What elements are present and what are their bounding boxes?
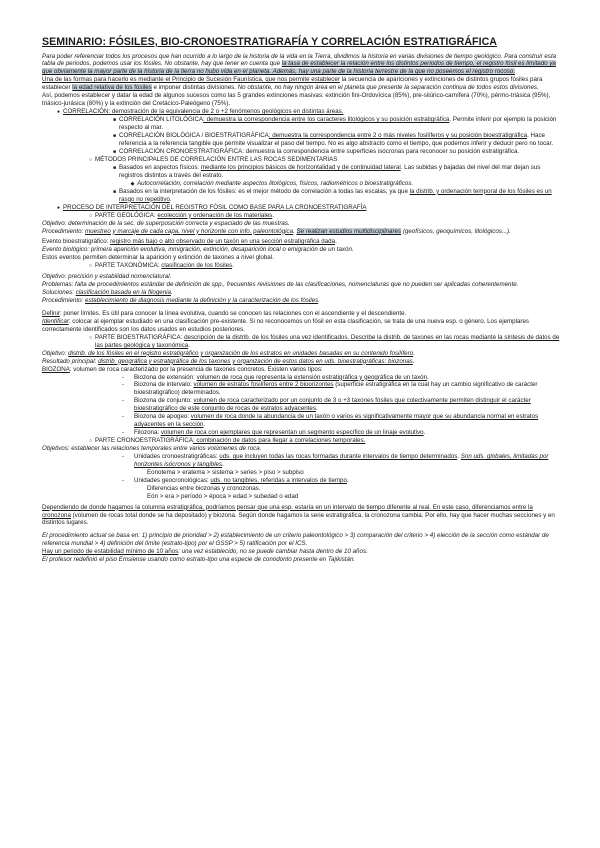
bz1-end: . [427,373,429,381]
lito-item [110,116,562,132]
circle-bullet-icon: ○ [88,156,93,163]
objetivo-bioestratigrafica [42,350,562,358]
proc-tipos: (geofísicos, geoquímicos, litológicos...). [401,227,511,235]
sucesion-paragraph [42,76,562,92]
evb-end: . [335,238,337,246]
resultado-principal [42,358,562,366]
proc2-end: . [318,297,320,305]
ucr-text: uds. que incluyen todas las rocas formadas durante intervalos de tiempo determinados [219,452,458,460]
cronoestratigrafica-text: : combinación de datos para llegar a correlaciones temporales. [192,437,366,445]
geologica-sep: : [153,211,158,219]
correlacion-text: : demostración de la equivalencia de 2 o +2 fenómenos geológicos en distintas áreas. [108,108,344,116]
proc-label: Procedimiento: [42,227,85,235]
evb-text: registro más bajo o alto observado de un taxón en una sección estratigráfica dada [110,238,336,246]
estabilidad-label: Hay un periodo de estabilidad mínimo de 10 años [42,548,179,556]
obj3-text: distrib. de los fósiles en el registro estratigráfico y organización de los estratos en unidades basadas en su contenido fosilífero [68,349,414,357]
geologica-text: ecolección y ordenación de los materiales [157,211,273,219]
taxonomica-sep: : [157,262,162,270]
dash-bullet-icon: - [122,373,125,381]
estos-eventos: Estos eventos permiten determinar la aparición y extinción de taxones a nivel global. [42,254,274,262]
ucr-sep: . [457,452,461,460]
dependiendo-paragraph [42,504,562,528]
dash-bullet-icon: - [122,381,125,389]
dep-text-2: (volumen de rocas total donde se ha depositado) y biozona. Según donde hagamos la serie estratigráfica, la cronozona cambia. Por ello, hay que hacer muchas secciones y en distintos lugares. [42,511,555,527]
bz4-text: volumen de roca donde la abundancia de un taxón o varios es significativamente mayor que su abundancia normal en estratos adyacentes en la sección [134,413,539,429]
proceso-item [54,204,562,212]
bioestratigrafica-label: PARTE BIOESTRATIGRÁFICA [95,333,181,341]
ucr-end: . [222,460,224,468]
fisicos-label: Basados en aspectos físicos: [119,163,201,171]
dash-bullet-icon: - [122,397,125,405]
estabilidad-line [42,548,562,556]
eonotema-line: Eonotema > eratema > sistema > series > piso > subpiso [147,468,304,476]
identificar-paragraph [42,318,562,334]
biozona-paragraph [42,366,562,374]
cronoestratigrafica-item [86,437,562,445]
ucr-globales: Son uds. globales, limitadas por horizontes isócronos y tangibles [134,452,549,468]
obj3-end: . [413,349,415,357]
circle-bullet-icon: ○ [88,438,93,445]
circle-bullet-icon: ○ [88,334,93,341]
unidades-geo [122,477,562,485]
bz2-end: (superficie estratigráfica en la cual hay un cambio significativo de carácter bioestratigráfico) determinados. [134,381,538,397]
biozona-label: BIOZONA [42,365,70,373]
objetivo-taxonomica: Objetivo: precisión y estabilidad nomenclatural. [42,273,172,281]
proc2-label: Procedimiento: [42,297,85,305]
edad-relativa: la edad relativa de los fósiles [72,84,152,92]
biozona-intervalo [122,381,562,397]
square-bullet-icon: ■ [112,164,117,171]
fisicos-text: . Las subidas y bajadas del nivel del mar dejan sus registros distintos a través del estrato. [119,163,541,179]
sucesion-note: No obstante, no hay ningún área en el planeta que presente la separación continua de todos estos divisiones. [237,84,539,92]
intro-highlight: la tasa de establecer la relación entre los distintos periodos de tiempo, el registro fósil es limitado ya que obviamente la mayor parte de la historia de la tierra no hubo vida en el planeta. Además, hay una parte de la historia terrestre de la que no poseemos el registro rocoso. [42,60,556,76]
square-bullet-icon: ■ [112,132,117,139]
problemas: Problemas: falta de procedimientos estándar de definición de spp., frecuentes revisiones de las clasificaciones, nomenclaturas que no pueden ser aplicadas coherentemente. [42,281,519,289]
diamond-bullet-icon: ◆ [130,180,135,187]
auto-item [128,180,562,188]
interp-distrib: la distrib. y ordenación temporal de los fósiles es un rasgo no repetitivo [119,187,552,203]
lito-label: CORRELACIÓN LITOLÓGICA [119,116,204,124]
bz5-text: volumen de roca con ejemplares que representan un segmento específico de un linaje evolutivo [160,429,424,437]
bz2-label: Biozona de intervalo: [134,381,194,389]
objetivo-geologica: Objetivo: determinación de la sec. de superposición correcta y espaciado de las muestras. [42,219,290,227]
bz3-end: . [315,405,318,413]
intro-text: Para poder referenciar todos los procesos que han ocurrido a lo largo de la historia de la vida en la Tierra, dividimos la historia en varias divisiones de tiempo geológico. Para construir esta tabla de periodos, podemos usar los fósiles. No obstante, hay que tener en cuenta que [42,52,557,68]
sol-end: . [171,289,173,297]
evb-label: Evento bioestratigráfico: [42,238,111,246]
proceso-text: PROCESO DE INTERPRETACIÓN DEL REGISTRO FÓSIL COMO BASE PARA LA CRONOESTRATIGRAFÍA [63,203,367,211]
auto-text: Autocorrelación, correlación mediante aspectos litológicos, físicos, radiométricos o bioestratigráficos. [137,179,414,187]
eon-line: Eón > era > período > época > edad > subedad o edad [147,492,299,500]
square-bullet-icon: ■ [112,148,117,155]
dash-bullet-icon: - [122,452,125,460]
dash-bullet-icon: - [122,413,125,421]
crono-text: : demuestra la correspondencia entre superficies isócronas para reconocer su posición estratigráfica. [242,147,520,155]
proc-sep: . [293,227,297,235]
identificar-label: Identificar [42,317,69,325]
square-bullet-icon: ■ [112,188,117,195]
filozona [122,429,562,437]
interp-text: Basados en la interpretación de los fósiles: es el mejor método de correlación a todas las escalas, ya que [119,187,410,195]
ugeo-end: . [346,476,349,484]
proc-estudios: Se realizan estudios multidisciplinares [296,227,402,235]
bullet-icon: ● [56,204,61,211]
res-end: . [412,357,415,365]
dash-bullet-icon: - [122,476,125,484]
crono-label: CORRELACIÓN CRONOESTRATIGRÁFICA [119,147,243,155]
proc-muestreo: muestreo y marcaje de cada capa, nivel y horizonte con info. paleontológica [85,227,294,235]
bio-text-2: . Hace referencia a la referencia tangible que permite visualizar el paso del tiempo. No es algo abstracto como el tiempo, que podemos inferir y deducir pero no tocar. [119,131,554,147]
bioestratigrafica-text: descripción de la distrib. de los fósiles una vez identificados. Describe la distrib. de taxones en las rocas mediante la síntesis de datos de las partes geológica y taxonómica [95,333,560,349]
sucesion-permite: , que nos permite establecer [261,76,340,84]
bioestratigrafica-sep: : [180,333,185,341]
evento-biologico: Evento biológico: primera aparición evolutiva, inmigración, extinción, desaparición local o emigración de un taxón. [42,246,354,254]
bz4-end: . [203,421,206,429]
circle-bullet-icon: ○ [88,263,93,270]
definir-paragraph [42,310,562,318]
bz1-text: volumen de roca que representa la extensión estratigráfica y geográfica de un taxón [196,373,428,381]
geologica-item [86,212,562,220]
bullet-icon: ● [56,109,61,116]
bio-label: CORRELACIÓN BIOLÓGICA / BIOESTRATIGRÁFICA [119,131,269,139]
fisicos-item [110,164,562,180]
dash-bullet-icon: - [122,429,125,437]
taxonomica-text: clasificación de los fósiles [161,262,233,270]
bz5-label: Filozona: [134,429,161,437]
biozona-extension [122,374,562,382]
procedimiento-taxonomica [42,297,562,305]
soluciones [42,289,562,297]
biozona-text: : volumen de roca caracterizado por la presencia de taxones concretos. Existen varios tipos: [69,365,323,373]
lito-text: : demuestra la correspondencia entre los caracteres litológicos y su posición estratigráfica [203,116,450,124]
lito-text-2: . Permite inferir por ejemplo la posición respecto al mar. [119,116,557,132]
document-title: SEMINARIO: FÓSILES, BIO-CRONOESTRATIGRAFÍA Y CORRELACIÓN ESTRATIGRÁFICA [42,36,497,48]
intro-paragraph [42,53,562,77]
crono-item [110,148,562,156]
definir-label: Definir [42,310,60,318]
bz4-label: Biozona de apogeo: [134,413,191,421]
sol-label: Soluciones: [42,289,76,297]
taxonomica-end: . [232,262,234,270]
res-label: Resultado principal: [42,357,99,365]
evento-bioestratigrafico [42,238,562,246]
definir-text: : poner límites. Es útil para conocer la línea evolutiva, cuando se conocen las relaciones con el ascendiente y el descendiente. [59,310,407,318]
diferencias-line: Diferencias entre biozonas y cronozonas. [147,484,261,492]
res-text: distrib. geográfica y estratigráfica de los taxones y organización de estos datos en uds. bioestratigráficas: biozonas [98,357,413,365]
ugeo-text: uds. no tangibles, referidas a intervalos de tiempo [210,476,347,484]
bz5-end: . [423,429,426,437]
proc2-text: establecimiento de diagnosis mediante la definición y la caracterización de los fósiles [85,297,319,305]
estabilidad-text: : una vez establecido, no se puede cambiar hasta dentro de 10 años. [178,548,368,556]
taxonomica-item [86,262,562,270]
interp-end: . [169,195,172,203]
bioestratigrafica-item [86,334,562,350]
procedimiento-actual: El procedimiento actual se basa en: 1) principio de prioridad > 2) establecimiento de un criterio paleontológico > 3) comparación del criterio > 4) elección de la sección como estándar de referencia mundial > 4) definición del límite (estrato-tipo) por el GSSP > 5) ratificación por el ICS. [42,532,549,548]
metodos-text: MÉTODOS PRINCIPALES DE CORRELACIÓN ENTRE LAS ROCAS SEDIMENTARIAS [95,155,338,163]
circle-bullet-icon: ○ [88,212,93,219]
interp-item [110,188,562,204]
bioestratigrafica-end: . [188,341,190,349]
extinciones-paragraph: Así, podemos establecer y datar la edad de algunos sucesos como las 5 grandes extinciones masivas: extinción fini-Ordovícica (85%), pre-silúrico-carnífera (70%), pérmo-triásica (95%), triásico-jurásica (80%) y la extinción del Cretácico-Paleógeno (75%). [42,92,551,108]
metodos-item [86,156,562,164]
identificar-text: : colocar al ejemplar estudiado en una clasificación pre-existente. Si no reconocemos un fósil en esta clasificación, se trata de una nueva esp. o género. Los ejemplares correctamente identificados son los datos usados en estudios posteriores. [42,317,530,333]
fisicos-principios: mediante los principios básicos de horizontalidad y de continuidad lateral [200,163,401,171]
geologica-label: PARTE GEOLÓGICA [95,211,154,219]
sol-text: clasificación basada en la filogenia [75,289,171,297]
correlacion-label: CORRELACIÓN [63,108,109,116]
taxonomica-label: PARTE TAXONÓMICA [95,262,158,270]
bio-text: : demuestra la correspondencia entre 2 o más niveles fosilíferos y su posición bioestratigráfica [268,131,528,139]
square-bullet-icon: ■ [112,117,117,124]
cronoestratigrafica-label: PARTE CRONOESTRATIGRÁFICA [95,437,193,445]
objetivos-crono: Objetivos: establecer las relaciones temporales entre varios volúmenes de roca. [42,445,262,453]
bz2-text: volumen de estratos fosilíferos entre 2 bioorizontes [193,381,334,389]
obj3-label: Objetivo: [42,349,69,357]
correlacion-item [54,108,562,116]
unidades-crono [122,453,562,469]
ugeo-label: Unidades geocronológicas: [134,476,211,484]
sucesion-text: la secuencia de apariciones y extinciones de distintos grupos fósiles para establecer [42,76,543,92]
dep-text: Dependiendo de donde hagamos la columna estratigráfica, podríamos pensar que una esp. estaría en un intervalo de tiempo diferente al real. En este caso, diferenciamos entre la cronozona [42,503,533,519]
procedimiento-geologica [42,228,562,236]
biozona-conjunto [122,397,562,413]
bz1-label: Biozona de extensión: [134,373,197,381]
bio-item [110,132,562,148]
bz3-text: volumen de roca caracterizado por un conjunto de 3 o +3 taxones fósiles que colectivamente permiten distinguir el carácter bioestratigráfico de este conjunto de rocas de estratos adyacentes [134,397,531,413]
ucr-label: Unidades cronoestratigráficas: [134,452,220,460]
sucesion-text-2: e imponer distintas divisiones. [151,84,238,92]
bz3-label: Biozona de conjunto: [134,397,194,405]
sucesion-principle: Una de las formas para hacerlo es mediante el Principio de Sucesión Faunística [42,76,262,84]
geologica-end: . [272,211,274,219]
profesor-line: El profesor redefinió el piso Emsiense usando como estrato-tipo una especie de conodonto presente en Tajikistán. [42,556,356,564]
biozona-apogeo [122,413,562,429]
